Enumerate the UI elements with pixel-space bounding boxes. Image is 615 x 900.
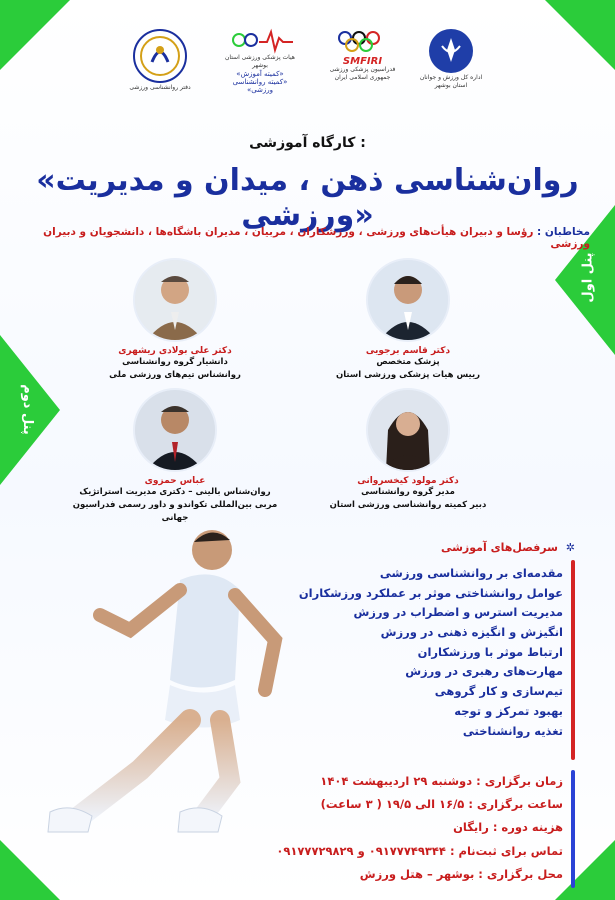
- event-location: محل برگزاری : بوشهر – هتل ورزش: [359, 866, 563, 881]
- speaker-position: روانشناس تیم‌های ورزشی ملی: [109, 370, 241, 380]
- ecg-heart-icon: [225, 28, 295, 54]
- person-avatar-icon: [135, 390, 215, 470]
- star-icon: ✲: [565, 541, 575, 554]
- speaker-card: [75, 258, 275, 382]
- topic-item: انگیزش و انگیزه ذهنی در ورزش: [380, 625, 563, 640]
- topic-item: تیم‌سازی و کار گروهی: [434, 684, 563, 699]
- panel-two-label: پنل دوم: [19, 384, 35, 435]
- medical-board-caption-c: «کمیته روانشناسی ورزشی»: [232, 78, 288, 94]
- logo-row: [125, 28, 485, 108]
- speaker-position: مربی بین‌المللی تکواندو و داور رسمی فدراسیون جهانی: [72, 500, 278, 523]
- topic-item: بهبود تمرکز و توجه: [454, 703, 563, 718]
- speaker-photo: [133, 388, 217, 472]
- page-title: «روان‌شناسی ذهن ، میدان و مدیریت ورزشی»: [36, 163, 579, 233]
- sports-ministry-caption: اداره کل ورزش و جوانان استان بوشهر: [419, 74, 483, 89]
- event-time: ساعت برگزاری : ۱۶/۵ الی ۱۹/۵ ( ۳ ساعت): [320, 797, 563, 812]
- emblem-circle-icon: [428, 28, 474, 74]
- topic-item: مقدمه‌ای بر روانشناسی ورزشی: [379, 566, 563, 580]
- psychology-center-emblem-icon: [132, 28, 188, 84]
- speaker-position: رییس هیات پزشکی ورزشی استان: [335, 370, 481, 380]
- speaker-role: دانشیار گروه روانشناسی: [122, 357, 228, 367]
- audience-text: رؤسا و دبیران هیأت‌های ورزشی ، ورزشکاران ، مربیان ، مدیران باشگاه‌ها ، دانشجویان و دبیران ورزشی: [43, 226, 590, 250]
- workshop-label: کارگاه آموزشی :: [249, 135, 366, 151]
- speaker-photo: [133, 258, 217, 342]
- speaker-card: [60, 388, 290, 525]
- medical-board-caption-a: هیات پزشکی ورزشی استان بوشهر: [225, 54, 295, 69]
- speaker-photo: [366, 258, 450, 342]
- medical-board-logo: [220, 28, 300, 94]
- person-avatar-icon: [368, 390, 448, 470]
- person-avatar-icon: [135, 260, 215, 340]
- speaker-card: [308, 388, 508, 512]
- panel-one-label: پنل اول: [580, 252, 596, 303]
- topic-item: مدیریت استرس و اضطراب در ورزش: [353, 605, 563, 620]
- speaker-name: دکتر مولود کیخسروانی: [357, 476, 459, 486]
- speaker-photo: [366, 388, 450, 472]
- corner-triangle-bottom-right: [555, 840, 615, 900]
- corner-triangle-top-right: [545, 0, 615, 70]
- psychology-center-logo: [125, 28, 195, 92]
- topics-heading-text: سرفصل‌های آموزشی: [440, 541, 558, 554]
- speaker-name: عباس حمزوی: [144, 476, 206, 486]
- olympic-rings-icon: [333, 28, 393, 58]
- psychology-center-caption: دفتر روانشناسی ورزشی: [129, 84, 191, 91]
- topic-item: عوامل روانشناختی موثر بر عملکرد ورزشکاران: [298, 585, 563, 600]
- speaker-position: دبیر کمیته روانشناسی ورزشی استان: [329, 500, 487, 510]
- smfiri-logo: [325, 28, 400, 82]
- topics-accent-bar: [571, 560, 575, 760]
- smfiri-wordmark: SMFIRI: [342, 56, 383, 67]
- speaker-card: [308, 258, 508, 382]
- topic-item: ارتباط موثر با ورزشکاران: [417, 644, 563, 659]
- audience-label: مخاطبان :: [537, 226, 590, 238]
- speaker-role: پزشک متخصص: [376, 357, 440, 367]
- sports-ministry-logo: [417, 28, 485, 90]
- speaker-role: مدیر گروه روانشناسی: [361, 487, 455, 497]
- corner-triangle-top-left: [0, 0, 70, 70]
- medical-board-caption-b: «کمیته آموزش»: [236, 70, 284, 78]
- audience-line: [30, 226, 590, 250]
- speaker-name: دکتر قاسم برجویی: [365, 346, 451, 356]
- smfiri-caption: فدراسیون پزشکی ورزشی جمهوری اسلامی ایران: [329, 66, 396, 81]
- person-avatar-icon: [368, 260, 448, 340]
- topic-item: تغذیه روانشناختی: [462, 723, 563, 738]
- event-date: زمان برگزاری : دوشنبه ۲۹ اردیبهشت ۱۴۰۴: [320, 774, 563, 788]
- event-contact: تماس برای ثبت‌نام : ۰۹۱۷۷۷۴۹۳۴۴ و ۰۹۱۷۷۷۲۹۸۲۹: [276, 843, 563, 858]
- topic-item: مهارت‌های رهبری در ورزش: [405, 664, 563, 679]
- details-accent-bar: [571, 770, 575, 888]
- event-details-list: [153, 770, 563, 886]
- event-fee: هزینه دوره : رایگان: [453, 820, 563, 835]
- topics-heading: [441, 541, 575, 554]
- speaker-name: دکتر علی بولادی ریشهری: [118, 346, 232, 356]
- speaker-role: روان‌شناس بالینی – دکتری مدیریت استراتژیک: [79, 487, 271, 497]
- topics-list: [233, 564, 563, 741]
